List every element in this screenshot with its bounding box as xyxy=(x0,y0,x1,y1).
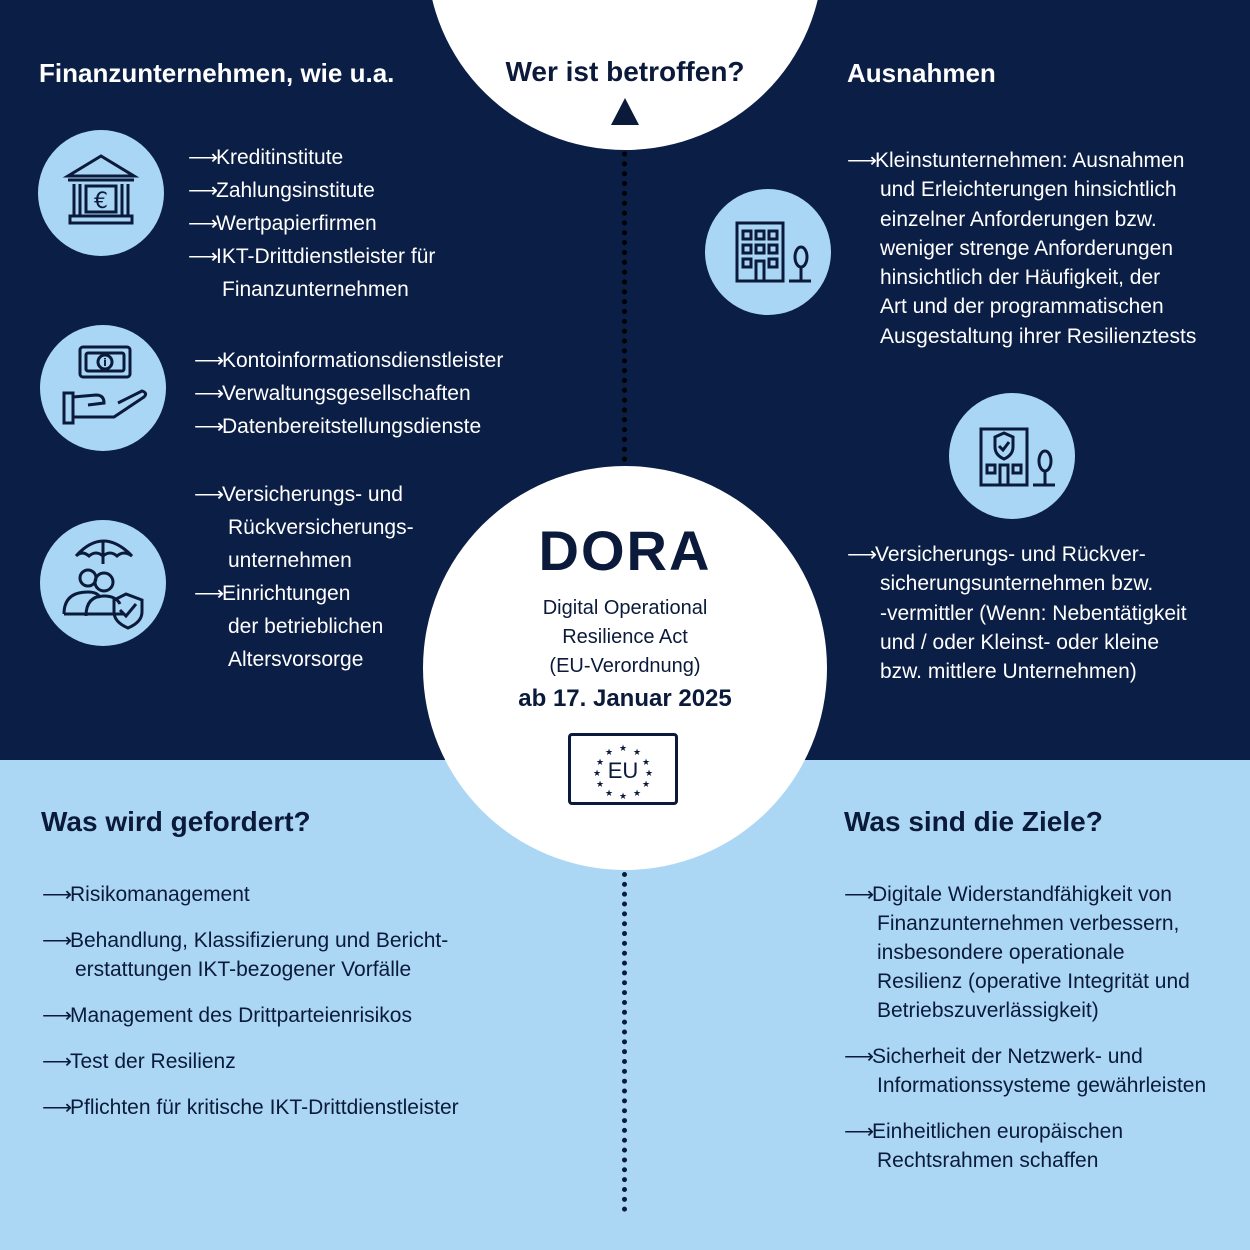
list-item: ⟶Behandlung, Klassifizierung und Bericht- xyxy=(42,929,449,952)
list-item: ⟶IKT-Drittdienstleister für xyxy=(188,245,436,268)
list-item-continuation: Finanzunternehmen xyxy=(222,278,409,301)
list-item: ⟶Pflichten für kritische IKT-Drittdienstleister xyxy=(42,1096,459,1119)
list-item: ⟶Versicherungs- und xyxy=(194,483,403,506)
svg-text:★: ★ xyxy=(592,769,602,779)
list-item: ⟶Einheitlichen europäischen xyxy=(844,1120,1124,1143)
svg-text:★: ★ xyxy=(595,780,605,790)
svg-text:★: ★ xyxy=(641,780,651,790)
shield-building-tree-icon xyxy=(949,393,1075,519)
list-item: ⟶Risikomanagement xyxy=(42,883,250,906)
list-item: ⟶Einrichtungen xyxy=(194,582,351,605)
list-item: ⟶Management des Drittparteienrisikos xyxy=(42,1004,412,1027)
center-circle xyxy=(423,466,827,870)
exception-1: ⟶Kleinstunternehmen: Ausnahmen und Erleichterungen hinsichtlich einzelner Anforderungen bzw. weniger strenge Anforderungen hinsichtlich der Häufigkeit, der Art und der programmatischen Ausgestaltung ihrer Resilienztests xyxy=(847,149,1197,348)
list-group-1 xyxy=(188,141,435,306)
umbrella-people-shield-icon xyxy=(40,520,166,646)
dora-subtitle: Digital Operational Resilience Act (EU-Verordnung) xyxy=(542,597,708,677)
requirements-list xyxy=(42,880,459,1122)
hand-money-info-icon xyxy=(40,325,166,451)
svg-text:★: ★ xyxy=(604,789,614,799)
list-item: ⟶Kontoinformationsdienstleister xyxy=(194,349,504,372)
svg-text:€: € xyxy=(94,189,108,214)
list-item: ⟶Zahlungsinstitute xyxy=(188,179,375,202)
section-heading-ziele: Was sind die Ziele? xyxy=(844,806,1103,837)
bank-euro-icon xyxy=(38,130,164,256)
list-item-continuation: der betrieblichen xyxy=(228,615,384,638)
svg-text:★: ★ xyxy=(604,748,614,758)
svg-text:★: ★ xyxy=(632,748,642,758)
section-heading-gefordert: Was wird gefordert? xyxy=(41,806,311,837)
dora-date: ab 17. Januar 2025 xyxy=(518,685,732,712)
office-building-tree-icon xyxy=(705,189,831,315)
list-item-continuation: erstattungen IKT-bezogener Vorfälle xyxy=(75,958,412,981)
list-group-2 xyxy=(194,344,503,443)
exception-2: ⟶Versicherungs- und Rückver- sicherungsunternehmen bzw. -vermittler (Wenn: Nebentätigkeit und / oder Kleinst- oder kleine bzw. mittlere Unternehmen) xyxy=(847,543,1187,684)
divider-dotted-bottom xyxy=(622,872,632,1212)
svg-text:★: ★ xyxy=(618,744,628,754)
svg-text:★: ★ xyxy=(595,758,605,768)
arrow-up-icon xyxy=(610,98,640,126)
list-item-continuation: unternehmen xyxy=(228,549,352,572)
goals-list: ⟶Digitale Widerstandfähigkeit von Finanzunternehmen verbessern, insbesondere operationale Resilienz (operative Integrität und Betriebszuverlässigkeit) ⟶Sicherheit der Netzwerk- und Informationssysteme gewährleisten ⟶Einheitlichen europäischen Rechtsrahmen schaffen xyxy=(844,880,1206,1175)
section-heading-ausnahmen: Ausnahmen xyxy=(847,58,996,88)
top-circle-title: Wer ist betroffen? xyxy=(505,56,745,87)
svg-text:★: ★ xyxy=(618,792,628,802)
list-item-continuation: Altersvorsorge xyxy=(228,648,364,671)
list-item: ⟶Kreditinstitute xyxy=(188,146,344,169)
list-item: ⟶Digitale Widerstandfähigkeit von xyxy=(844,883,1172,906)
list-item: ⟶Datenbereitstellungsdienste xyxy=(194,415,482,438)
eu-flag-label: EU xyxy=(607,758,639,783)
list-item-continuation: Rückversicherungs- xyxy=(228,516,414,539)
list-item: ⟶Sicherheit der Netzwerk- und xyxy=(844,1045,1143,1068)
list-item: ⟶Verwaltungsgesellschaften xyxy=(194,382,471,405)
svg-text:i: i xyxy=(103,356,107,369)
section-heading-finanzunternehmen: Finanzunternehmen, wie u.a. xyxy=(39,58,395,88)
eu-flag-icon xyxy=(568,733,678,805)
divider-dotted-top xyxy=(622,122,632,462)
list-item: ⟶Test der Resilienz xyxy=(42,1050,236,1073)
svg-text:★: ★ xyxy=(632,789,642,799)
list-item: ⟶Wertpapierfirmen xyxy=(188,212,377,235)
dora-title: DORA xyxy=(538,519,712,582)
svg-text:★: ★ xyxy=(641,758,651,768)
list-group-3 xyxy=(194,478,414,676)
svg-text:★: ★ xyxy=(644,769,654,779)
